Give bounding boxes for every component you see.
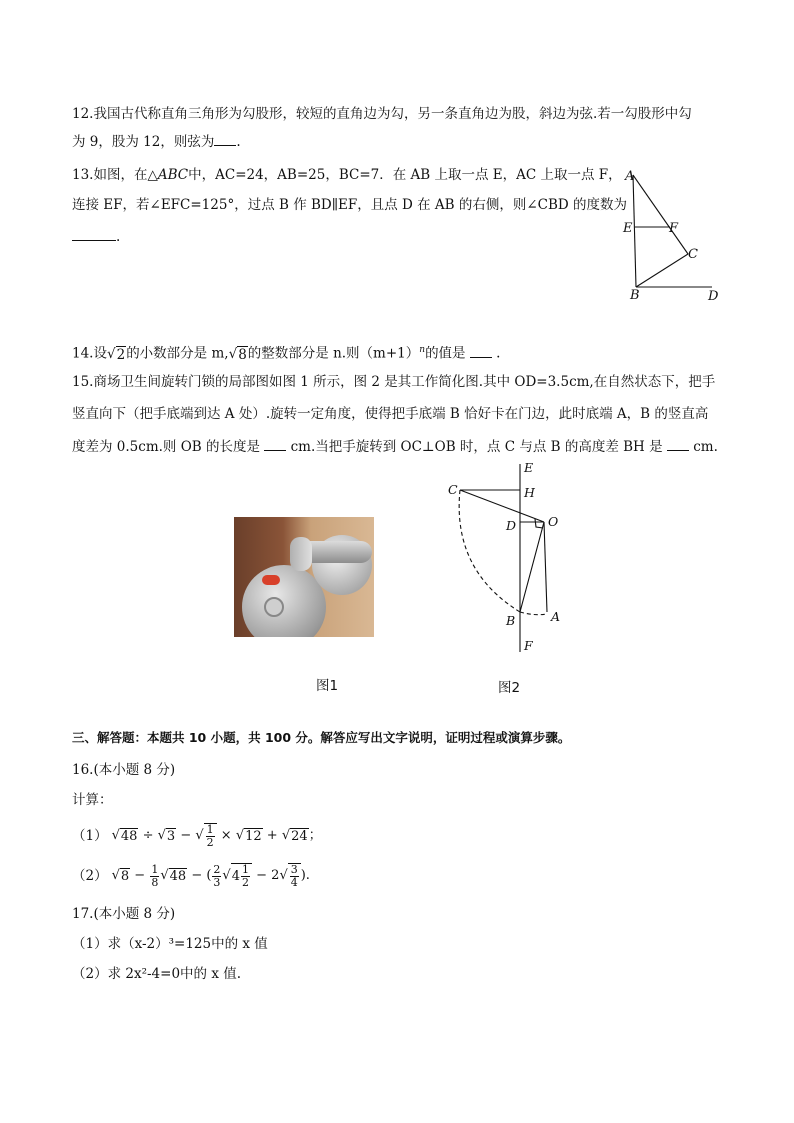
figure2-caption: 图2 <box>498 680 521 696</box>
q12-line2 <box>72 131 241 152</box>
q14-blank <box>470 343 492 358</box>
label-a: A <box>551 609 561 624</box>
figure1-caption: 图1 <box>316 678 339 694</box>
label-b: B <box>630 288 640 303</box>
q16-part2 <box>72 862 310 890</box>
q13-prefix: 13.如图，在△ <box>72 167 158 183</box>
q13-line1 <box>72 165 622 185</box>
q15-line2: 竖直向下（把手底端到达 A 处）.旋转一定角度，使得把手底端 B 恰好卡在门边，此时底端 A，B 的竖直高 <box>72 406 709 422</box>
q13-triangle: ABC <box>157 167 189 183</box>
q14-line <box>72 340 500 364</box>
q15-text-b: cm.当把手旋转到 OC⊥OB 时，点 C 与点 B 的高度差 BH 是 <box>290 439 663 455</box>
q14-prefix: 14.设 <box>72 345 107 362</box>
rotation-arc-small <box>520 612 547 615</box>
door-lock-photo <box>234 517 374 637</box>
label-f: F <box>524 638 533 653</box>
q12-period: . <box>236 134 241 150</box>
label-c: C <box>688 247 698 262</box>
q16-part1 <box>72 822 322 850</box>
q12-line1: 12.我国古代称直角三角形为勾股形，较短的直角边为勾，另一条直角边为股，斜边为弦.若一勾股形中勾 <box>72 106 692 122</box>
section-3-heading: 三、解答题：本题共 10 小题，共 100 分。解答应写出文字说明，证明过程或演算步骤。 <box>72 730 571 745</box>
q14-mid3: 的值是 <box>425 345 466 362</box>
q16-part1-label: （1） <box>72 828 108 844</box>
q13-figure <box>618 163 728 308</box>
q14-period: . <box>496 345 501 362</box>
label-f: F <box>669 221 679 236</box>
q16-part2-expression: √ 8 − $\frac{1}{8}$ √ 48 − ( $\frac{2}{3}$ √ 4 $\frac{1}{2}$ − 2 √ $\frac{3}{4}$ ). <box>111 862 310 889</box>
q15-blank-1 <box>264 436 286 451</box>
sqrt-2: √ 2 <box>106 345 126 363</box>
q16-title: 16.(本小题 8 分) <box>72 762 176 778</box>
q13-mid: 中， <box>188 167 216 183</box>
label-e: E <box>524 460 534 475</box>
q17-part2: （2）求 2x²-4=0中的 x 值. <box>72 966 242 982</box>
q14-mid1: 的小数部分是 m, <box>126 345 229 362</box>
q12-blank <box>214 131 236 146</box>
q15-blank-2 <box>667 436 689 451</box>
q12-text: 为 9，股为 12，则弦为 <box>72 134 215 150</box>
rotation-arc <box>459 490 520 612</box>
q14-mid2: 的整数部分是 n.则（m+1） <box>247 345 420 362</box>
q16-part1-expression: √ 48 ÷ √ 3 − √ $\frac{1}{2}$ × √ 12 + √ 24 ； <box>111 823 322 849</box>
q13-line3 <box>72 226 120 247</box>
q13-line2: 连接 EF，若∠EFC=125°，过点 B 作 BD∥EF，且点 D 在 AB 的右侧，则∠CBD 的度数为 <box>72 197 628 213</box>
q14-exponent: n <box>419 345 426 355</box>
label-a: A <box>625 169 635 184</box>
label-o: O <box>548 514 559 529</box>
label-h: H <box>524 485 535 500</box>
q13-period: . <box>116 229 121 245</box>
sqrt-8: √ 8 <box>228 345 247 363</box>
q15-line1: 15.商场卫生间旋转门锁的局部图如图 1 所示，图 2 是其工作简化图.其中 OD=3.5cm,在自然状态下，把手 <box>72 374 716 390</box>
segment-oa <box>544 522 547 612</box>
label-e: E <box>623 221 633 236</box>
q13-rest: AC=24，AB=25，BC=7．在 AB 上取一点 E，AC 上取一点 F， <box>215 167 622 183</box>
q17-part1: （1）求（x-2）³=125中的 x 值 <box>72 936 268 952</box>
q16-calc-label: 计算： <box>72 792 113 808</box>
label-c: C <box>448 482 458 497</box>
segment-ac <box>633 175 688 254</box>
segment-ob <box>520 522 544 612</box>
label-d: D <box>708 289 719 304</box>
q16-part2-label: （2） <box>72 868 108 884</box>
segment-ab <box>633 175 636 287</box>
q13-blank <box>72 226 116 241</box>
label-d: D <box>506 518 517 533</box>
segment-cb <box>636 254 688 287</box>
q15-text-a: 度差为 0.5cm.则 OB 的长度是 <box>72 439 260 455</box>
q15-line3 <box>72 436 718 457</box>
q15-text-c: cm. <box>693 439 718 455</box>
q15-figure2 <box>440 460 580 660</box>
q17-title: 17.(本小题 8 分) <box>72 906 176 922</box>
label-b: B <box>506 613 516 628</box>
